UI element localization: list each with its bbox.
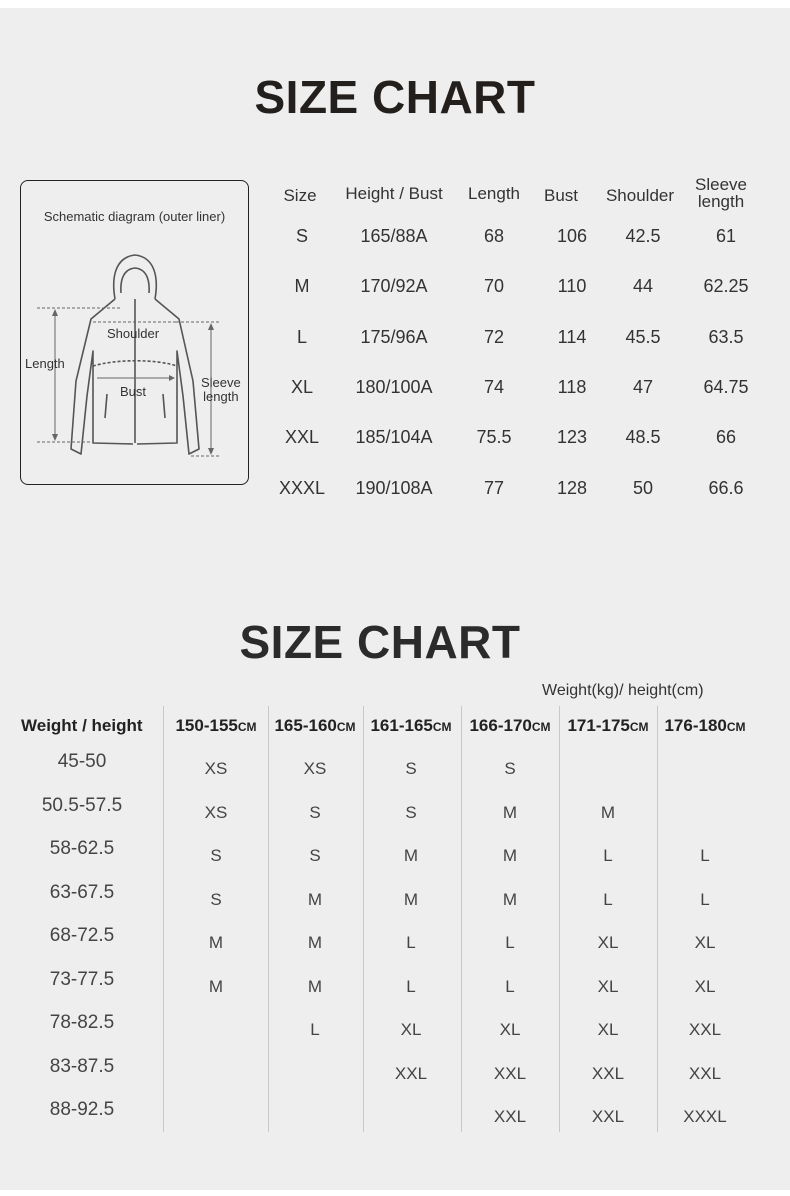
column-divider (163, 706, 164, 1132)
table-cell: L (296, 327, 308, 347)
column-header-unit: CM (432, 720, 452, 734)
table-cell: 77 (483, 478, 505, 498)
size-cell: M (307, 890, 323, 909)
size-cell: S (405, 759, 417, 778)
size-cell: XS (204, 803, 228, 822)
table-cell: 110 (557, 276, 587, 296)
size-cell: M (208, 977, 224, 996)
column-divider (657, 706, 658, 1132)
size-cell: L (603, 890, 613, 909)
table-cell: 185/104A (355, 427, 433, 447)
column-header (664, 716, 745, 736)
table-header-length: Length (468, 184, 520, 203)
table-cell: 70 (483, 276, 505, 296)
corner-header: Weight / height (21, 716, 143, 735)
weight-row-label: 68-72.5 (49, 925, 115, 946)
sleeve-label-line1: Sleeve (201, 375, 241, 390)
table-cell: 66 (715, 427, 737, 447)
weight-height-caption: Weight(kg)/ height(cm) (542, 682, 704, 699)
size-cell: XXL (688, 1064, 722, 1083)
size-cell: S (309, 846, 321, 865)
table-cell: 63.5 (708, 327, 744, 347)
size-cell: L (505, 977, 515, 996)
diagram-label-shoulder: Shoulder (107, 326, 160, 341)
column-header-range: 166-170 (469, 716, 532, 735)
header-sleeve-line2: length (697, 192, 745, 211)
size-cell: M (502, 890, 518, 909)
table-cell: XXXL (278, 478, 326, 498)
column-header (370, 716, 451, 736)
size-cell: XL (694, 977, 716, 996)
column-header-range: 171-175 (567, 716, 630, 735)
table-cell: 118 (557, 377, 587, 397)
table-header-size: Size (283, 186, 317, 205)
sleeve-label-line2: length (203, 389, 239, 404)
weight-row-label: 83-87.5 (49, 1056, 115, 1077)
diagram-label-length: Length (25, 356, 65, 371)
column-header (175, 716, 256, 736)
column-header-unit: CM (531, 720, 551, 734)
weight-row-label: 63-67.5 (49, 882, 115, 903)
weight-row-label: 45-50 (57, 751, 107, 772)
size-cell: XXL (688, 1020, 722, 1039)
table-header-bust: Bust (543, 186, 579, 205)
diagram-label-bust: Bust (120, 384, 147, 399)
size-cell: S (405, 803, 417, 822)
column-header-unit: CM (629, 720, 649, 734)
size-cell: L (310, 1020, 320, 1039)
table-header-sleeve-length (695, 176, 747, 210)
size-cell: M (502, 846, 518, 865)
column-header-unit: CM (336, 720, 356, 734)
table-cell: 66.6 (708, 478, 744, 498)
size-cell: XXL (591, 1107, 625, 1126)
page-title-2: SIZE CHART (239, 616, 521, 668)
column-header-range: 150-155 (175, 716, 238, 735)
size-cell: M (502, 803, 518, 822)
table-cell: 64.75 (703, 377, 749, 397)
table-cell: 50 (632, 478, 654, 498)
schematic-diagram (20, 180, 249, 485)
table-header-shoulder: Shoulder (605, 186, 675, 205)
table-cell: 128 (556, 478, 588, 498)
size-cell: S (210, 846, 222, 865)
table-cell: 62.25 (703, 276, 749, 296)
column-header-range: 176-180 (664, 716, 727, 735)
table-cell: 175/96A (360, 327, 428, 347)
size-cell: M (403, 890, 419, 909)
table-cell: 42.5 (625, 226, 661, 246)
table-cell: 48.5 (625, 427, 661, 447)
table-cell: 68 (483, 226, 505, 246)
table-cell: 72 (483, 327, 505, 347)
size-cell: L (603, 846, 613, 865)
size-cell: XXXL (683, 1107, 727, 1126)
size-cell: M (307, 933, 323, 952)
size-cell: L (406, 977, 416, 996)
page-title: SIZE CHART (254, 71, 536, 123)
table-cell: 165/88A (360, 226, 428, 246)
size-cell: S (210, 890, 222, 909)
weight-row-label: 73-77.5 (49, 969, 115, 990)
weight-row-label: 78-82.5 (49, 1012, 115, 1033)
table-cell: M (294, 276, 310, 296)
size-cell: XL (597, 933, 619, 952)
header-sleeve-line1: Sleeve (695, 175, 747, 194)
column-divider (268, 706, 269, 1132)
column-divider (363, 706, 364, 1132)
table-cell: 61 (715, 226, 737, 246)
weight-row-label: 88-92.5 (49, 1099, 115, 1120)
table-cell: 75.5 (476, 427, 512, 447)
size-cell: S (504, 759, 516, 778)
table-cell: 74 (483, 377, 505, 397)
weight-row-label: 50.5-57.5 (41, 795, 123, 816)
column-header-unit: CM (726, 720, 746, 734)
size-cell: L (406, 933, 416, 952)
column-divider (559, 706, 560, 1132)
size-cell: XXL (493, 1064, 527, 1083)
size-cell: XS (303, 759, 327, 778)
size-cell: L (700, 890, 710, 909)
size-cell: L (505, 933, 515, 952)
table-cell: 44 (632, 276, 654, 296)
size-cell: L (700, 846, 710, 865)
size-cell: XL (694, 933, 716, 952)
table-cell: 114 (557, 327, 587, 347)
column-header-range: 165-160 (274, 716, 337, 735)
table-header-height-bust: Height / Bust (345, 184, 443, 203)
table-cell: 106 (556, 226, 588, 246)
table-cell: 190/108A (355, 478, 433, 498)
size-cell: S (309, 803, 321, 822)
table-cell: XL (290, 377, 314, 397)
size-cell: M (403, 846, 419, 865)
column-divider (461, 706, 462, 1132)
size-cell: XXL (493, 1107, 527, 1126)
diagram-label-sleeve (201, 376, 241, 404)
size-cell: M (307, 977, 323, 996)
column-header (274, 716, 355, 736)
table-cell: 47 (632, 377, 654, 397)
table-cell: XXL (284, 427, 320, 447)
size-cell: XS (204, 759, 228, 778)
column-header (567, 716, 648, 736)
size-cell: XXL (394, 1064, 428, 1083)
size-cell: M (208, 933, 224, 952)
diagram-title: Schematic diagram (outer liner) (43, 209, 226, 224)
size-cell: XL (597, 977, 619, 996)
size-cell: XL (400, 1020, 422, 1039)
table-cell: 123 (556, 427, 588, 447)
size-cell: XL (499, 1020, 521, 1039)
column-header-unit: CM (237, 720, 257, 734)
table-cell: 45.5 (625, 327, 661, 347)
weight-row-label: 58-62.5 (49, 838, 115, 859)
column-header-range: 161-165 (370, 716, 433, 735)
size-cell: XL (597, 1020, 619, 1039)
table-cell: S (295, 226, 309, 246)
size-cell: M (600, 803, 616, 822)
table-cell: 180/100A (355, 377, 433, 397)
size-cell: XXL (591, 1064, 625, 1083)
table-cell: 170/92A (360, 276, 428, 296)
column-header (469, 716, 550, 736)
